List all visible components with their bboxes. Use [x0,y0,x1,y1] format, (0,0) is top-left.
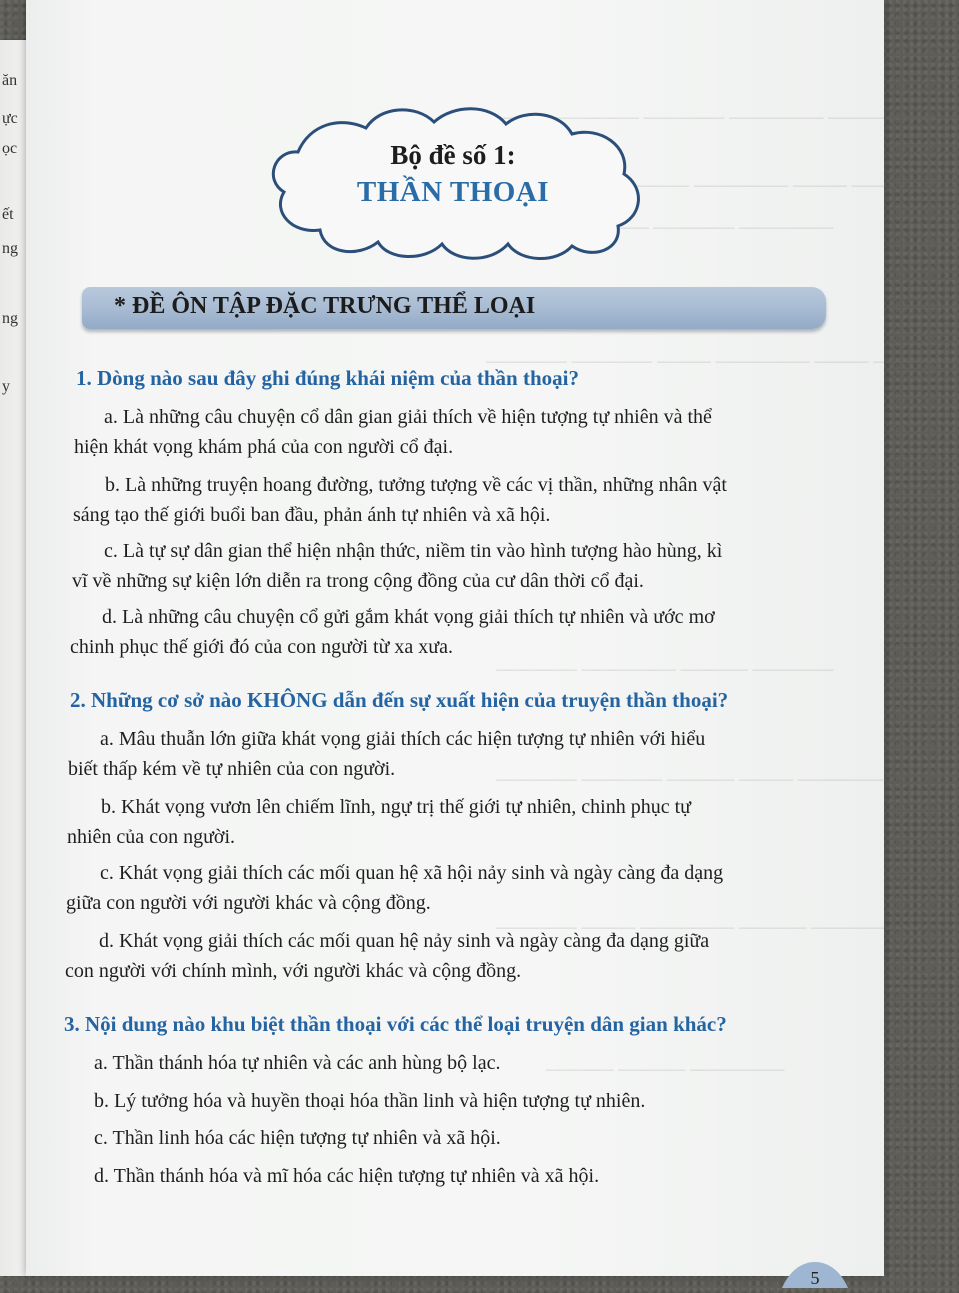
question-2-option-a: a. Mâu thuẫn lớn giữa khát vọng giải thích các hiện tượng tự nhiên với hiểu biết thấp kém về tự nhiên của con người. [68,728,706,780]
question-1-option-d: d. Là những câu chuyện cổ gửi gắm khát vọng giải thích tự nhiên và ước mơ chinh phục thế giới đó của con người từ xa xưa. [70,606,715,658]
title-line-2: THẦN THOẠI [356,176,550,208]
bleed-through: ────── ──── ─────── ──── ────── ────── [486,352,954,373]
left-fragment: ng [2,240,18,257]
bleed-through: ─────── ───── ───── [546,1060,785,1081]
bleed-through: ──────── ─────── ────── ──────── ─── [486,108,936,129]
question-3-option-c: c. Thần linh hóa các hiện tượng tự nhiên và xã hội. [94,1127,501,1149]
question-3-option-b: b. Lý tưởng hóa và huyền thoại hóa thần linh và hiện tượng tự nhiên. [94,1090,646,1112]
bleed-through: ──────── ──── ─────── ──────── ────── [496,176,959,197]
question-1-option-a: a. Là những câu chuyện cổ dân gian giải thích về hiện tượng tự nhiên và thể hiện khát vọng khám phá của con người cổ đại. [74,406,712,458]
section-banner-text: * ĐỀ ÔN TẬP ĐẶC TRƯNG THỂ LOẠI [114,293,536,319]
question-2-option-d: d. Khát vọng giải thích các mối quan hệ nảy sinh và ngày càng đa dạng giữa con người với chính mình, với người khác và cộng đồng. [65,930,710,982]
question-3: 3. Nội dung nào khu biệt thần thoại với các thể loại truyện dân gian khác? [64,1012,727,1036]
bleed-through: ────── ───── ─────── ────── [496,660,834,681]
book-page [26,0,959,1288]
left-fragment: ết [2,206,14,223]
section-banner [82,287,826,329]
left-fragment: ăn [2,72,18,89]
title-line-1: Bộ đề số 1: [390,140,516,170]
question-2-option-b: b. Khát vọng vươn lên chiếm lĩnh, ngự trị thế giới tự nhiên, chinh phục tự nhiên của con người. [67,796,691,848]
bleed-through: ──────── ───── ─────── ──── ────── [496,918,919,939]
left-fragment: ực [2,110,18,127]
page-number-badge [780,1248,850,1288]
left-fragment: ọc [2,140,18,157]
title-cloud [258,94,648,264]
question-1-option-c: c. Là tự sự dân gian thể hiện nhận thức, niềm tin vào hình tượng hào hùng, kì vĩ về những sự kiện lớn diễn ra trong cộng đồng của cư dân thời cổ đại. [72,540,723,592]
bleed-through: ─────── ──── ───── ────── ────── [496,770,892,791]
question-2: 2. Những cơ sở nào KHÔNG dẫn đến sự xuất hiện của truyện thần thoại? [70,688,729,712]
bleed-through: ─────── ────── ───── ────── [496,218,834,239]
question-1-option-b: b. Là những truyện hoang đường, tưởng tượng về các vị thần, những nhân vật sáng tạo thế giới buổi ban đầu, phản ánh tự nhiên và xã hội. [73,474,727,526]
page-number: 5 [810,1268,820,1288]
question-3-option-a: a. Thần thánh hóa tự nhiên và các anh hùng bộ lạc. [94,1052,501,1074]
question-2-option-c: c. Khát vọng giải thích các mối quan hệ xã hội nảy sinh và ngày càng đa dạng giữa con người với người khác và cộng đồng. [66,862,724,914]
carpet-right [884,0,956,1276]
left-fragment: ng [2,310,18,327]
left-fragment: y [2,378,10,395]
question-1: 1. Dòng nào sau đây ghi đúng khái niệm của thần thoại? [76,366,579,390]
page-number-shape [780,1248,850,1288]
question-3-option-d: d. Thần thánh hóa và mĩ hóa các hiện tượng tự nhiên và xã hội. [94,1165,600,1187]
